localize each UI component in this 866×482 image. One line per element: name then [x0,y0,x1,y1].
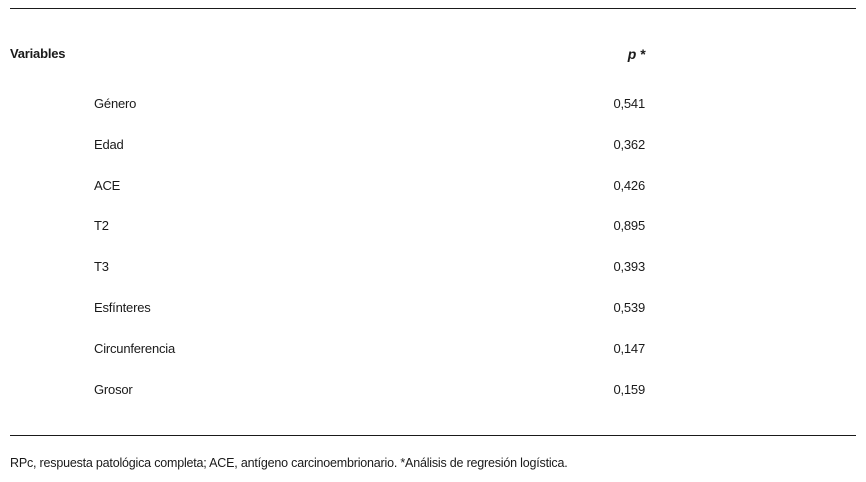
table-header [10,46,856,66]
table-row [0,259,866,300]
p-value: 0,426 [613,177,645,193]
variable-name: Género [94,96,137,111]
variable-name: Grosor [94,381,133,397]
table-row [0,218,866,259]
variable-name: T3 [94,259,109,275]
p-value: 0,147 [613,340,645,356]
header-variables: Variables [10,46,66,61]
p-value: 0,393 [613,259,645,275]
variable-name: ACE [94,177,121,193]
p-value: 0,539 [613,299,645,315]
variable-name: Esfínteres [94,299,151,315]
table-top-rule [10,8,856,9]
table-footnote: RPc, respuesta patológica completa; ACE, antígeno carcinoembrionario. *Análisis de regresión logística. [10,456,568,470]
table-body [0,96,866,422]
table-row [0,382,866,423]
variable-name: Edad [94,136,124,152]
variable-name: Circunferencia [94,340,176,356]
table-row [0,178,866,219]
header-p-value: p * [627,46,645,62]
p-value: 0,159 [613,381,645,397]
table-row [0,96,866,137]
table-row [0,341,866,382]
p-value: 0,541 [613,96,645,111]
variable-name: T2 [94,218,109,234]
table-bottom-rule [10,435,856,436]
p-value: 0,895 [613,218,645,234]
p-value: 0,362 [613,136,645,152]
table-row [0,137,866,178]
table-row [0,300,866,341]
